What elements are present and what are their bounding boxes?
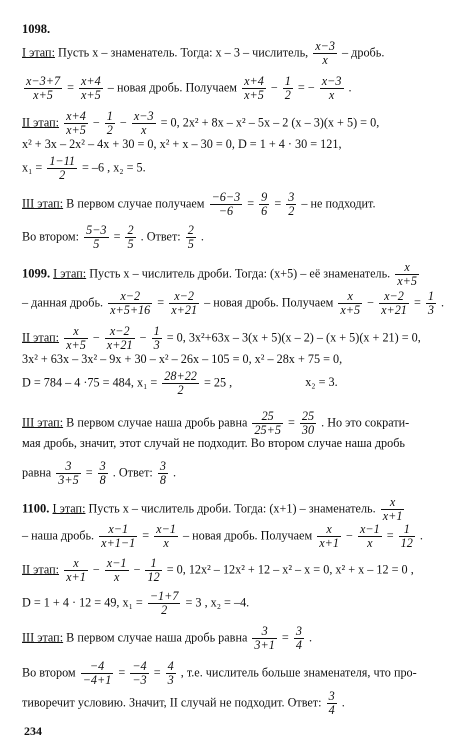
operator: − [92, 115, 100, 130]
text: равна [22, 465, 52, 480]
denominator: x [322, 53, 328, 67]
stage-label: II этап: [22, 330, 60, 345]
p1098-stage3-line [22, 191, 376, 218]
text: – новая дробь. Получаем [107, 80, 238, 95]
denominator: x [163, 536, 169, 550]
denominator: 12 [147, 570, 160, 584]
fraction [286, 191, 296, 218]
fraction [148, 590, 181, 617]
numerator: x [395, 261, 419, 275]
numerator: 1 [427, 289, 434, 303]
text: В первом случае наша дробь равна [66, 630, 248, 645]
denominator: −3 [132, 673, 147, 687]
fraction [79, 75, 103, 102]
fraction [379, 290, 409, 317]
fraction [132, 110, 156, 137]
fraction [320, 75, 344, 102]
numerator: 1 [145, 557, 161, 571]
numerator: 3 [295, 624, 302, 638]
fraction [130, 660, 148, 687]
stage-label: I этап: [52, 501, 86, 516]
numerator: 1 [106, 109, 113, 123]
numerator: 3 [56, 460, 80, 474]
fraction [259, 191, 269, 218]
text: x² + 3x – 2x² – 4x + 30 = 0, x² + x – 30 = 0, D = 1 + 4 · 30 = 121, [22, 137, 342, 151]
operator: − [346, 528, 353, 543]
numerator: x−1 [106, 556, 127, 570]
denominator: x+1 [66, 570, 86, 584]
fraction [399, 523, 415, 550]
numerator: 1 [284, 74, 291, 88]
denominator: 3 [427, 303, 434, 317]
fraction [145, 557, 161, 584]
numerator: 2 [127, 223, 134, 237]
numerator: x−1 [99, 523, 137, 537]
numerator: 3 [328, 689, 335, 703]
text: Пусть x – числитель дроби. Тогда: (x+5) – её знаменатель. [89, 266, 391, 281]
p1099-line4 [22, 352, 342, 366]
denominator: 30 [301, 423, 315, 437]
fraction [47, 155, 77, 182]
denominator: x [113, 570, 120, 584]
operator: = [287, 415, 295, 430]
fraction [186, 224, 196, 251]
p1100-line4 [22, 590, 249, 617]
numerator: 28+22 [164, 369, 197, 383]
fraction [358, 523, 382, 550]
numerator: −6−3 [211, 190, 241, 204]
numerator: x−1 [156, 522, 176, 536]
fraction [313, 40, 337, 67]
text: . [200, 229, 204, 244]
text: . [341, 695, 345, 710]
numerator: 1 [399, 523, 415, 537]
p1099-line7 [22, 436, 405, 450]
problem-number: 1099. [22, 266, 51, 281]
fraction [84, 224, 108, 251]
numerator: 9 [261, 190, 268, 204]
text: . Ответ: [112, 465, 153, 480]
text: – новая дробь. Получаем [204, 295, 334, 310]
numerator: −4 [132, 659, 147, 673]
denominator: x+1 [382, 509, 403, 523]
text: . [419, 528, 423, 543]
fraction [125, 224, 135, 251]
denominator: 3+1 [254, 638, 275, 652]
denominator: 6 [261, 204, 268, 218]
fraction [283, 75, 293, 102]
numerator: 3 [252, 625, 276, 639]
text: . [308, 630, 312, 645]
text: . Ответ: [140, 229, 181, 244]
text: 3x² + 63x – 3x² – 9x + 30 – x² – 26x – 105 = 0, x² – 28x + 75 = 0, [22, 352, 343, 366]
text: = 0, 3x²+63x – 3(x + 5)(x – 2) – (x + 5)(x + 21) = 0, [166, 330, 421, 345]
text: В первом случае получаем [66, 196, 205, 211]
denominator: 2 [106, 123, 113, 137]
denominator: −6 [218, 204, 234, 218]
denominator: x+1 [319, 536, 339, 550]
text: В первом случае наша дробь равна [66, 415, 248, 430]
p1098-line7 [22, 224, 204, 251]
denominator: x+5 [244, 88, 264, 102]
numerator: x [317, 523, 341, 537]
p1099-stage2-line [22, 325, 421, 352]
denominator: 5 [93, 237, 100, 251]
denominator: x+5 [340, 303, 361, 317]
fraction [426, 290, 436, 317]
denominator: 12 [400, 536, 413, 550]
fraction [252, 410, 283, 437]
denominator: x+5+16 [110, 303, 151, 317]
numerator: x [64, 557, 88, 571]
operator: − [92, 562, 100, 577]
operator: − [139, 330, 147, 345]
numerator: 2 [187, 223, 194, 237]
numerator: x−1 [359, 522, 380, 536]
operator: = [85, 465, 93, 480]
operator: = [153, 665, 161, 680]
fraction [158, 460, 168, 487]
p1100-stage3-line [22, 625, 312, 652]
numerator: 3 [159, 459, 166, 473]
operator: − [119, 115, 127, 130]
fraction [105, 110, 115, 137]
denominator: 2 [284, 88, 291, 102]
p1100-stage2-line [22, 557, 414, 584]
fraction [294, 625, 304, 652]
text: мая дробь, значит, этот случай не подходит. Во втором случае наша дробь [22, 436, 405, 450]
denominator: 8 [159, 473, 166, 487]
text: x₁ = [22, 160, 43, 175]
p1099-line5 [22, 370, 338, 397]
denominator: 2 [288, 204, 295, 218]
denominator: 3+5 [58, 473, 79, 487]
p1098-line4 [22, 137, 342, 151]
numerator: x [338, 290, 362, 304]
denominator: x+5 [66, 123, 86, 137]
operator: = [67, 80, 74, 95]
text: Пусть x – числитель дроби. Тогда: (x+1) – знаменатель. [88, 501, 376, 516]
fraction [108, 290, 152, 317]
p1098-stage1-line [22, 40, 384, 67]
numerator: x−3 [315, 39, 335, 53]
p1098-line2 [22, 75, 352, 102]
numerator: −1+7 [149, 589, 179, 603]
numerator: −4 [81, 660, 114, 674]
stage-label: I этап: [53, 266, 87, 281]
text: Во втором: [22, 229, 80, 244]
text: – дробь. [342, 45, 385, 60]
operator: − [270, 80, 278, 95]
problem-number: 1098. [22, 22, 51, 36]
fraction [152, 325, 162, 352]
fraction [395, 261, 419, 288]
numerator: x [381, 496, 405, 510]
fraction [98, 460, 108, 487]
fraction [162, 370, 199, 397]
stage-label: III этап: [22, 630, 64, 645]
denominator: x+5 [397, 274, 417, 288]
fraction [327, 690, 337, 717]
denominator: 5 [187, 237, 194, 251]
text: тиворечит условию. Значит, II случай не подходит. Ответ: [22, 695, 322, 710]
operator: = − [297, 80, 315, 95]
numerator: x−2 [105, 325, 135, 339]
page-number: 234 [24, 724, 42, 738]
fraction [64, 325, 88, 352]
text: . [348, 80, 352, 95]
denominator: x+21 [381, 303, 407, 317]
numerator: 3 [288, 190, 295, 204]
fraction [105, 557, 129, 584]
numerator: x+4 [81, 74, 101, 88]
operator: = [118, 665, 126, 680]
p1098-line5 [22, 155, 146, 182]
operator: = [113, 229, 121, 244]
operator: = [157, 295, 165, 310]
text: . Но это сократи- [321, 415, 410, 430]
p1100-line7 [22, 690, 345, 717]
numerator: 25 [252, 410, 283, 424]
denominator: x+1−1 [101, 536, 136, 550]
operator: = [281, 630, 289, 645]
fraction [210, 191, 243, 218]
numerator: 3 [99, 459, 106, 473]
fraction [99, 523, 137, 550]
problem-1098-number-line [22, 22, 50, 36]
denominator: 4 [295, 638, 302, 652]
fraction [300, 410, 316, 437]
numerator: x+4 [66, 109, 86, 123]
numerator: x−2 [108, 290, 152, 304]
p1100-stage1-line [22, 496, 406, 523]
text: – новая дробь. Получаем [182, 528, 313, 543]
fraction [338, 290, 362, 317]
text: = 0, 12x² – 12x² + 12 – x² – x = 0, x² + x – 12 = 0 , [166, 562, 414, 577]
text: Во втором [22, 665, 76, 680]
p1100-line2 [22, 523, 423, 550]
numerator: x+4 [244, 74, 264, 88]
p1099-line8 [22, 460, 176, 487]
text: D = 1 + 4 · 12 = 49, x₁ = [22, 595, 143, 610]
operator: − [133, 562, 141, 577]
stage-label: II этап: [22, 115, 60, 130]
denominator: x+5 [66, 338, 86, 352]
text: , т.е. числитель больше знаменателя, что про- [180, 665, 417, 680]
p1099-stage1-line [22, 261, 421, 288]
text: = 25 , [203, 375, 233, 390]
denominator: 3 [153, 338, 160, 352]
p1100-line6 [22, 660, 417, 687]
stage-label: II этап: [22, 562, 60, 577]
numerator: x−3+7 [26, 74, 61, 88]
problem-number: 1100. [22, 501, 50, 516]
numerator: 5−3 [86, 223, 107, 237]
text: – данная дробь. [22, 295, 104, 310]
text: Пусть x – знаменатель. Тогда: x – 3 – числитель, [58, 45, 309, 60]
denominator: −4+1 [82, 673, 112, 687]
stage-label: III этап: [22, 196, 64, 211]
numerator: 1−11 [49, 154, 75, 168]
numerator: x−3 [133, 109, 154, 123]
fraction [24, 75, 62, 102]
p1098-stage2-line [22, 110, 379, 137]
stage-label: III этап: [22, 415, 64, 430]
text: D = 784 – 4 ·75 = 484, [22, 375, 134, 390]
operator: = [386, 528, 394, 543]
stage-label: I этап: [22, 45, 55, 60]
denominator: x+5 [81, 88, 101, 102]
fraction [317, 523, 341, 550]
denominator: 25+5 [254, 423, 281, 437]
denominator: x+5 [33, 88, 53, 102]
denominator: 2 [177, 383, 184, 397]
operator: = [247, 196, 255, 211]
denominator: 2 [59, 168, 66, 182]
fraction [64, 557, 88, 584]
text: . [441, 295, 445, 310]
numerator: x−2 [379, 290, 409, 304]
denominator: 3 [167, 673, 174, 687]
denominator: 2 [161, 603, 168, 617]
operator: − [367, 295, 375, 310]
numerator: 1 [153, 324, 160, 338]
fraction [81, 660, 114, 687]
denominator: 8 [99, 473, 106, 487]
numerator: x−2 [169, 290, 199, 304]
p1099-line2 [22, 290, 444, 317]
denominator: x [367, 536, 373, 550]
operator: = [274, 196, 282, 211]
text: – наша дробь. [22, 528, 95, 543]
fraction [252, 625, 276, 652]
denominator: 5 [127, 237, 134, 251]
fraction [56, 460, 80, 487]
text: x₂ = 3. [305, 375, 338, 390]
fraction [242, 75, 266, 102]
numerator: 25 [301, 409, 315, 423]
denominator: x+21 [171, 303, 198, 317]
fraction [154, 523, 178, 550]
p1099-stage3-line [22, 410, 409, 437]
operator: − [92, 330, 100, 345]
text: – не подходит. [301, 196, 376, 211]
operator: = [413, 295, 421, 310]
text: = 0, 2x² + 8x – x² – 5x – 2 (x – 3)(x + 5) = 0, [160, 115, 380, 130]
denominator: x [141, 123, 147, 137]
fraction [381, 496, 405, 523]
denominator: x [328, 88, 335, 102]
text: x₁ = [136, 375, 158, 390]
numerator: x−3 [321, 74, 342, 88]
fraction [105, 325, 135, 352]
denominator: 4 [328, 703, 335, 717]
fraction [166, 660, 176, 687]
numerator: 4 [167, 659, 174, 673]
denominator: x+21 [106, 338, 133, 352]
fraction [169, 290, 199, 317]
text: = 3 , x₂ = –4. [185, 595, 250, 610]
text: . [173, 465, 177, 480]
operator: = [142, 528, 150, 543]
numerator: x [64, 325, 88, 339]
fraction [64, 110, 88, 137]
text: = –6 , x₂ = 5. [81, 160, 146, 175]
